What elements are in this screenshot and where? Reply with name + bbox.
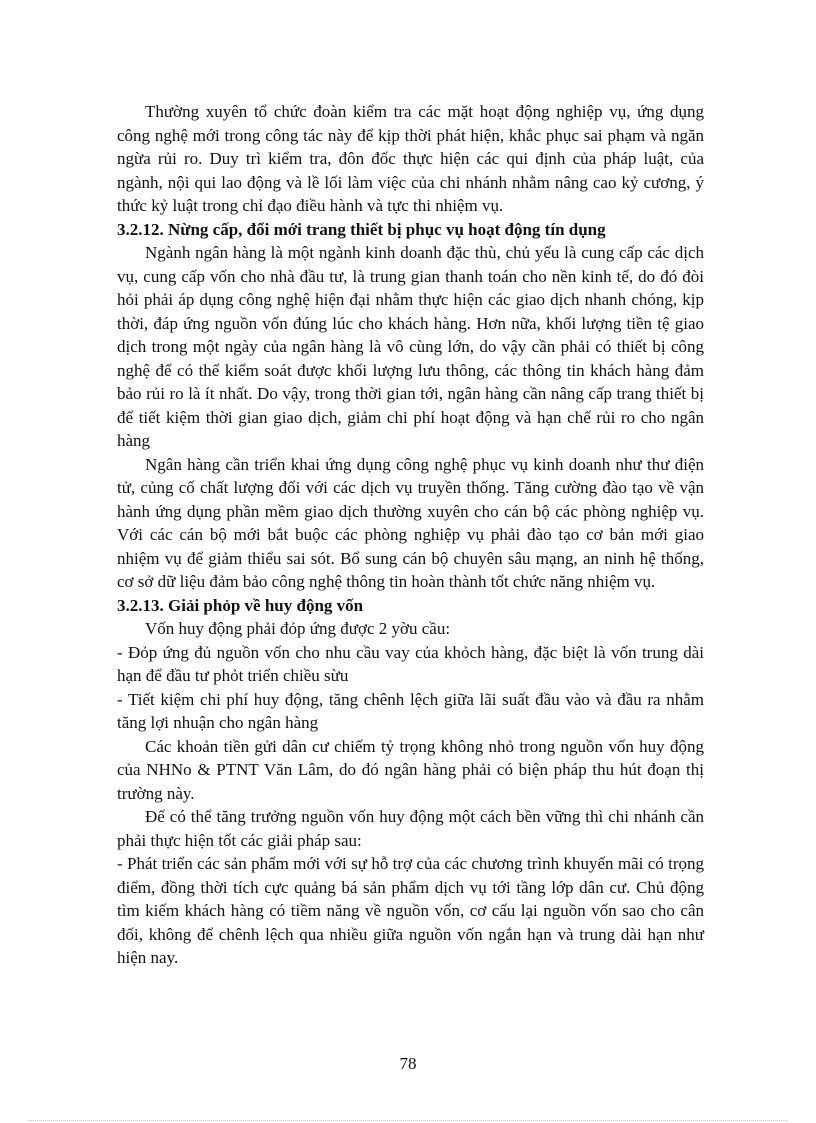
paragraph: Để có thể tăng trưởng nguồn vốn huy động một cách bền vững thì chi nhánh cần phải thực hiện tốt các giải pháp sau: bbox=[117, 807, 704, 850]
paragraph: Ngân hàng cần triển khai ứng dụng công nghệ phục vụ kinh doanh như thư điện tử, củng cố chất lượng đối với các dịch vụ truyền thống. Tăng cường đào tạo về vận hành ứng dụng phần mềm giao dịch thường xuyên cho cán bộ các phòng nghiệp vụ. Với các cán bộ mới bắt buộc các phòng nghiệp vụ phải đào tạo cơ bản mới giao nhiệm vụ để giảm thiểu sai sót. Bổ sung cán bộ chuyên sâu mạng, an ninh hệ thống, cơ sở dữ liệu đảm bảo công nghệ thông tin hoàn thành tốt chức năng nhiệm vụ. bbox=[117, 454, 704, 591]
paragraph: Ngành ngân hàng là một ngành kinh doanh đặc thù, chủ yếu là cung cấp các dịch vụ, cung cấp vốn cho nhà đầu tư, là trung gian thanh toán cho nền kinh tế, do đó đòi hỏi phải áp dụng công nghệ hiện đại nhằm thực hiện các giao dịch nhanh chóng, kịp thời, đáp ứng nguồn vốn đúng lúc cho khách hàng. Hơn nữa, khối lượng tiền tệ giao dịch trong một ngày của ngân hàng là vô cùng lớn, do vậy cần phải có thiết bị công nghệ để có thể kiểm soát được khối lượng lưu thông, các thông tin khách hàng đảm bảo rủi ro là ít nhất. Do vậy, trong thời gian tới, ngân hàng cần nâng cấp trang thiết bị để tiết kiệm thời gian giao dịch, giảm chi phí hoạt động và hạn chế rủi ro cho ngân hàng bbox=[117, 243, 704, 450]
document-body bbox=[117, 100, 704, 970]
bullet-item: - Phát triển các sản phẩm mới với sự hỗ trợ của các chương trình khuyến mãi có trọng điểm, đồng thời tích cực quảng bá sản phẩm dịch vụ tới tầng lớp dân cư. Chủ động tìm kiếm khách hàng có tiềm năng về nguồn vốn, cơ cấu lại nguồn vốn sao cho cân đối, không để chênh lệch qua nhiều giữa nguồn vốn ngắn hạn và trung dài hạn như hiện nay. bbox=[117, 854, 704, 967]
paragraph: Các khoản tiền gửi dân cư chiếm tỷ trọng không nhỏ trong nguồn vốn huy động của NHNo & PTNT Văn Lâm, do đó ngân hàng phải có biện pháp thu hút đoạn thị trường này. bbox=[117, 736, 704, 803]
bullet-item: - Tiết kiệm chi phí huy động, tăng chênh lệch giữa lãi suất đầu vào và đầu ra nhằm tăng lợi nhuận cho ngân hàng bbox=[117, 689, 704, 732]
paragraph: Thường xuyên tổ chức đoàn kiểm tra các mặt hoạt động nghiệp vụ, ứng dụng công nghệ mới trong công tác này để kịp thời phát hiện, khắc phục sai phạm và ngăn ngừa rủi ro. Duy trì kiểm tra, đôn đốc thực hiện các qui định của pháp luật, của ngành, nội qui lao động và lề lối làm việc của chi nhánh nhằm nâng cao kỷ cương, ý thức kỷ luật trong chỉ đạo điều hành và tực thi nhiệm vụ. bbox=[117, 102, 704, 215]
bullet-item: - Đỏp ứng đủ nguồn vốn cho nhu cầu vay của khỏch hàng, đặc biệt là vốn trung dài hạn để đầu tư phỏt triển chiều sừu bbox=[117, 642, 704, 685]
section-heading: 3.2.13. Giải phỏp về huy động vốn bbox=[117, 595, 364, 615]
page-bottom-divider bbox=[28, 1120, 788, 1121]
paragraph: Vốn huy động phải đỏp ứng được 2 yờu cầu: bbox=[145, 619, 451, 638]
page-number: 78 bbox=[399, 1054, 417, 1073]
section-heading: 3.2.12. Nừng cấp, đổi mới trang thiết bị phục vụ hoạt động tín dụng bbox=[117, 219, 606, 239]
